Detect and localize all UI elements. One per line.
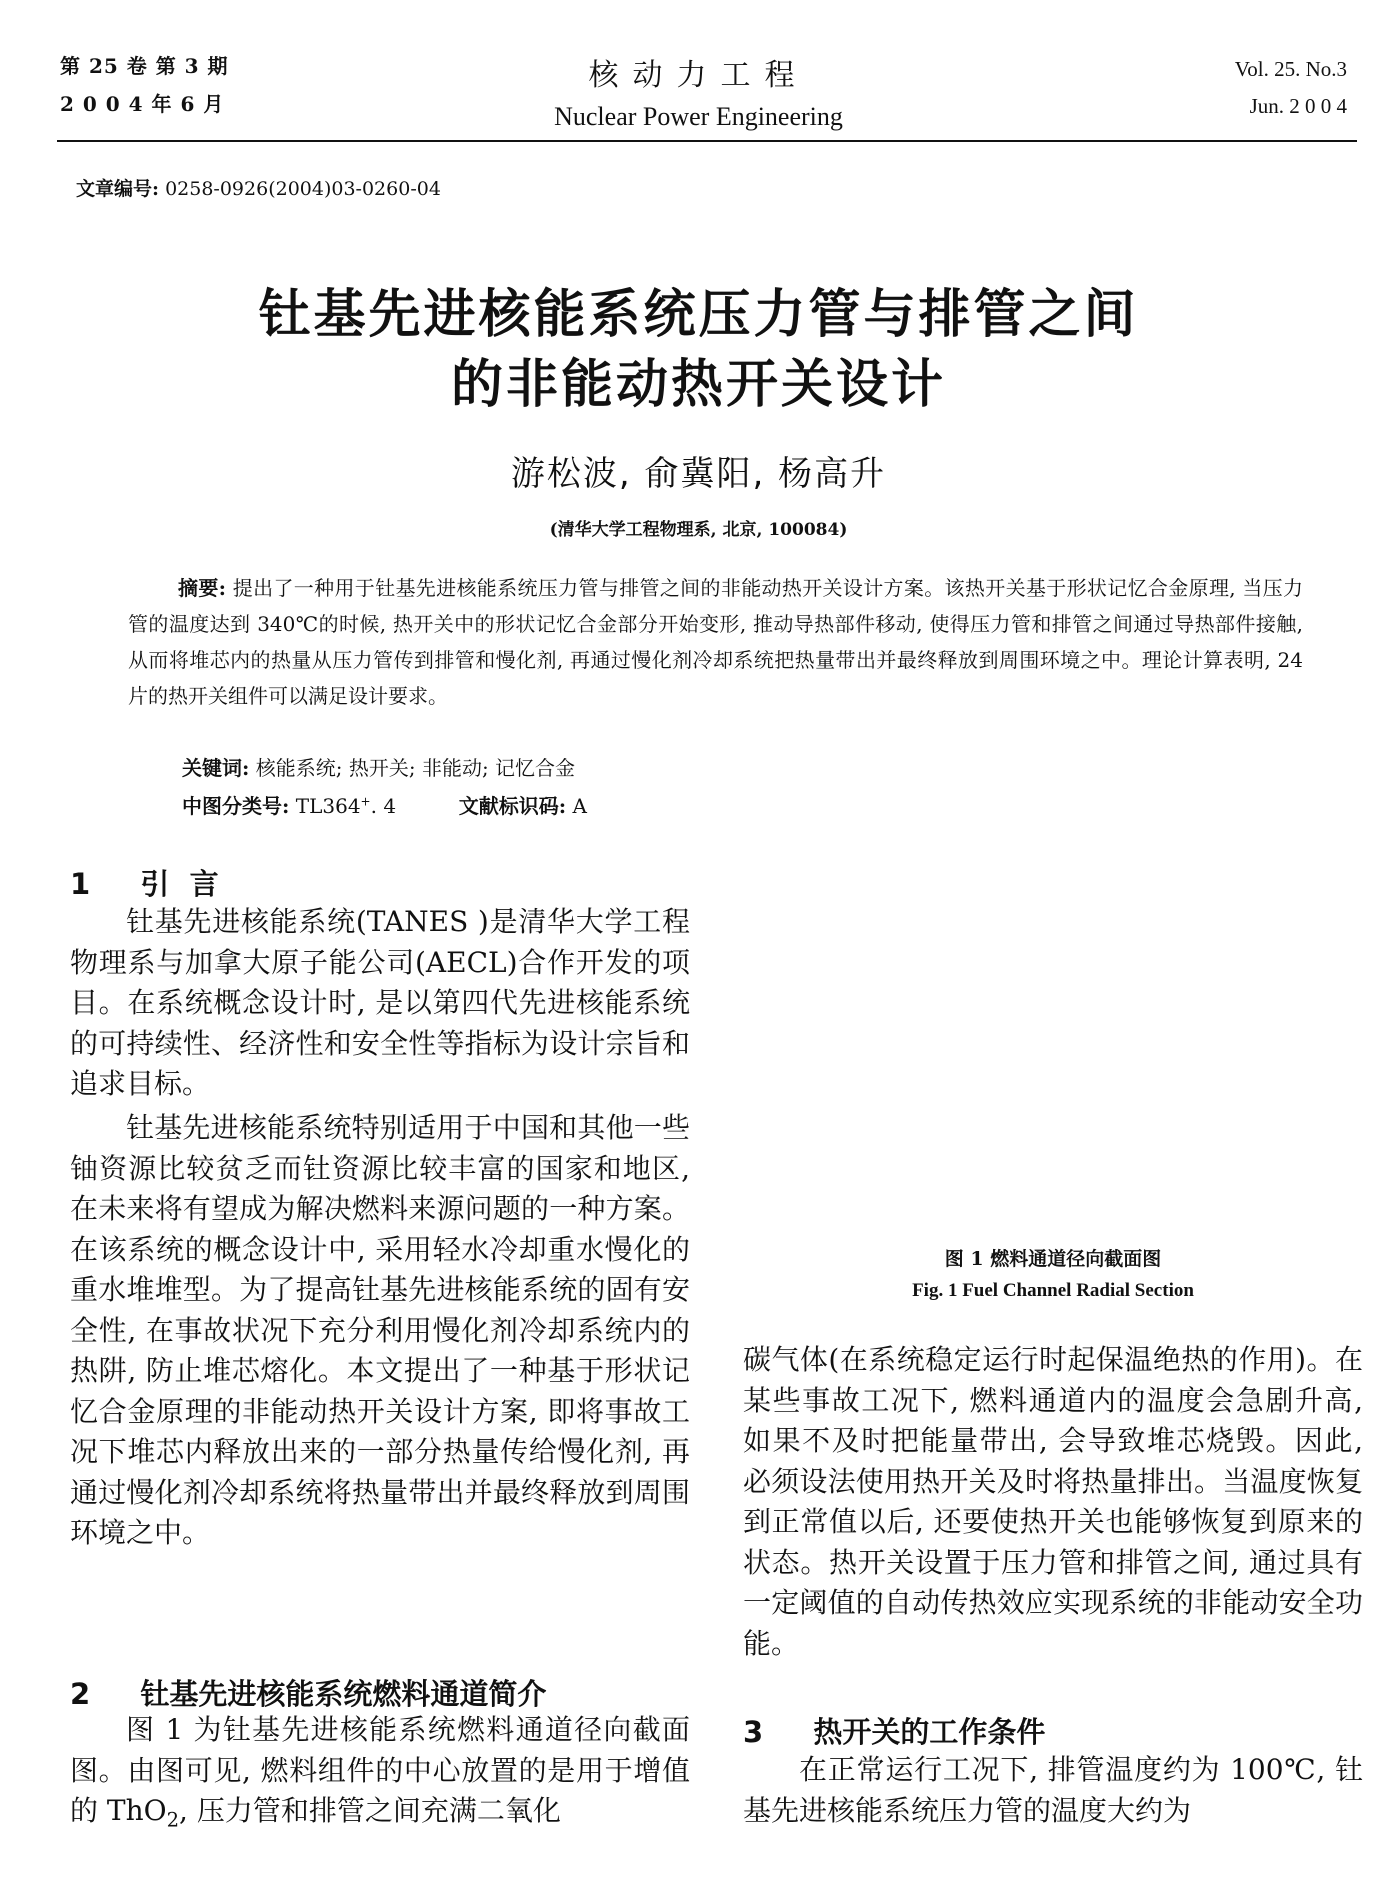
section2-title: 钍基先进核能系统燃料通道简介 bbox=[140, 1677, 547, 1711]
doc-code-label: 文献标识码: bbox=[458, 794, 567, 818]
section2-para-text-b: , 压力管和排管之间充满二氧化 bbox=[179, 1794, 561, 1827]
section2-number: 2 bbox=[70, 1677, 91, 1711]
section3-paragraph1: 在正常运行工况下, 排管温度约为 100℃, 钍基先进核能系统压力管的温度大约为 bbox=[743, 1753, 1363, 1827]
classification bbox=[182, 790, 587, 819]
journal-title-cn: 核动力工程 bbox=[588, 58, 809, 93]
journal-title-en: Nuclear Power Engineering bbox=[554, 102, 843, 131]
classification-value: TL364 bbox=[295, 794, 361, 818]
section1-number: 1 bbox=[70, 867, 91, 901]
paper-title-line2: 的非能动热开关设计 bbox=[450, 355, 946, 415]
figure-caption-en: Fig. 1 Fuel Channel Radial Section bbox=[912, 1280, 1194, 1301]
paper-title-line1: 钍基先进核能系统压力管与排管之间 bbox=[258, 285, 1139, 345]
date-en: Jun. 2 0 0 4 bbox=[1249, 94, 1347, 118]
section1-paragraph2: 钍基先进核能系统特别适用于中国和其他一些铀资源比较贫乏而钍资源比较丰富的国家和地区, 在未来将有望成为解决燃料来源问题的一种方案。在该系统的概念设计中, 采用轻水冷却重水慢化的重水堆堆型。为了提高钍基先进核能系统的固有安全性, 在事故状况下充分利用慢化剂冷却系统内的热阱, 防止堆芯熔化。本文提出了一种基于形状记忆合金原理的非能动热开关设计方案, 即将事故工况下堆芯内释放出来的一部分热量传给慢化剂, 再通过慢化剂冷却系统将热量带出并最终释放到周围环境之中。 bbox=[70, 1111, 690, 1549]
abstract-text: 提出了一种用于钍基先进核能系统压力管与排管之间的非能动热开关设计方案。该热开关基于形状记忆合金原理, 当压力管的温度达到 340℃的时候, 热开关中的形状记忆合金部分开始变形, 推动导热部件移动, 使得压力管和排管之间通过导热部件接触, 从而将堆芯内的热量从压力管传到排管和慢化剂, 再通过慢化剂冷却系统把热量带出并最终释放到周围环境之中。理论计算表明, 24 片的热开关组件可以满足设计要求。 bbox=[128, 576, 1304, 708]
date-cn: 2 0 0 4 年 6 月 bbox=[60, 92, 225, 116]
section2-para-text-a: 图 1 为钍基先进核能系统燃料通道径向截面图。由图可见, 燃料组件的中心放置的是用于增值的 ThO bbox=[70, 1713, 690, 1827]
authors: 游松波, 俞冀阳, 杨高升 bbox=[510, 454, 887, 494]
classification-label: 中图分类号: bbox=[182, 794, 290, 818]
keywords bbox=[182, 752, 575, 781]
section3-heading bbox=[743, 1710, 1045, 1751]
abstract bbox=[128, 570, 1303, 714]
section3-title: 热开关的工作条件 bbox=[813, 1715, 1046, 1749]
volume-en: Vol. 25. No.3 bbox=[1234, 57, 1347, 81]
volume-issue: 第 25 卷 第 3 期 bbox=[60, 54, 229, 78]
article-number-label: 文章编号: bbox=[76, 178, 160, 200]
section1-title: 引 言 bbox=[140, 867, 219, 901]
keywords-text: 核能系统; 热开关; 非能动; 记忆合金 bbox=[255, 756, 576, 780]
figure-1-placeholder bbox=[743, 900, 1363, 1230]
figure-caption-cn: 图 1 燃料通道径向截面图 bbox=[944, 1248, 1162, 1270]
section2-heading bbox=[70, 1672, 546, 1713]
header-rule bbox=[57, 140, 1357, 142]
doc-code-value: A bbox=[572, 794, 587, 818]
article-number-value: 0258-0926(2004)03-0260-04 bbox=[165, 178, 441, 200]
classification-tail: . 4 bbox=[370, 794, 397, 818]
section1-paragraph1: 钍基先进核能系统(TANES )是清华大学工程物理系与加拿大原子能公司(AECL)合作开发的项目。在系统概念设计时, 是以第四代先进核能系统的可持续性、经济性和安全性等指标为设计宗旨和追求目标。 bbox=[70, 905, 690, 1100]
section1-heading bbox=[70, 862, 219, 903]
article-number bbox=[76, 174, 441, 201]
section2-paragraph1 bbox=[70, 1710, 690, 1841]
section2-para-sub: 2 bbox=[166, 1808, 180, 1832]
keywords-label: 关键词: bbox=[182, 756, 250, 780]
right-column-paragraph: 碳气体(在系统稳定运行时起保温绝热的作用)。在某些事故工况下, 燃料通道内的温度会急剧升高, 如果不及时把能量带出, 会导致堆芯烧毁。因此, 必须设法使用热开关及时将热量排出。当温度恢复到正常值以后, 还要使热开关也能够恢复到原来的状态。热开关设置于压力管和排管之间, 通过具有一定阈值的自动传热效应实现系统的非能动安全功能。 bbox=[743, 1343, 1363, 1660]
classification-sup: + bbox=[360, 794, 371, 809]
abstract-label: 摘要: bbox=[178, 576, 227, 600]
affiliation: (清华大学工程物理系, 北京, 100084) bbox=[549, 520, 848, 540]
section3-number: 3 bbox=[743, 1715, 764, 1749]
